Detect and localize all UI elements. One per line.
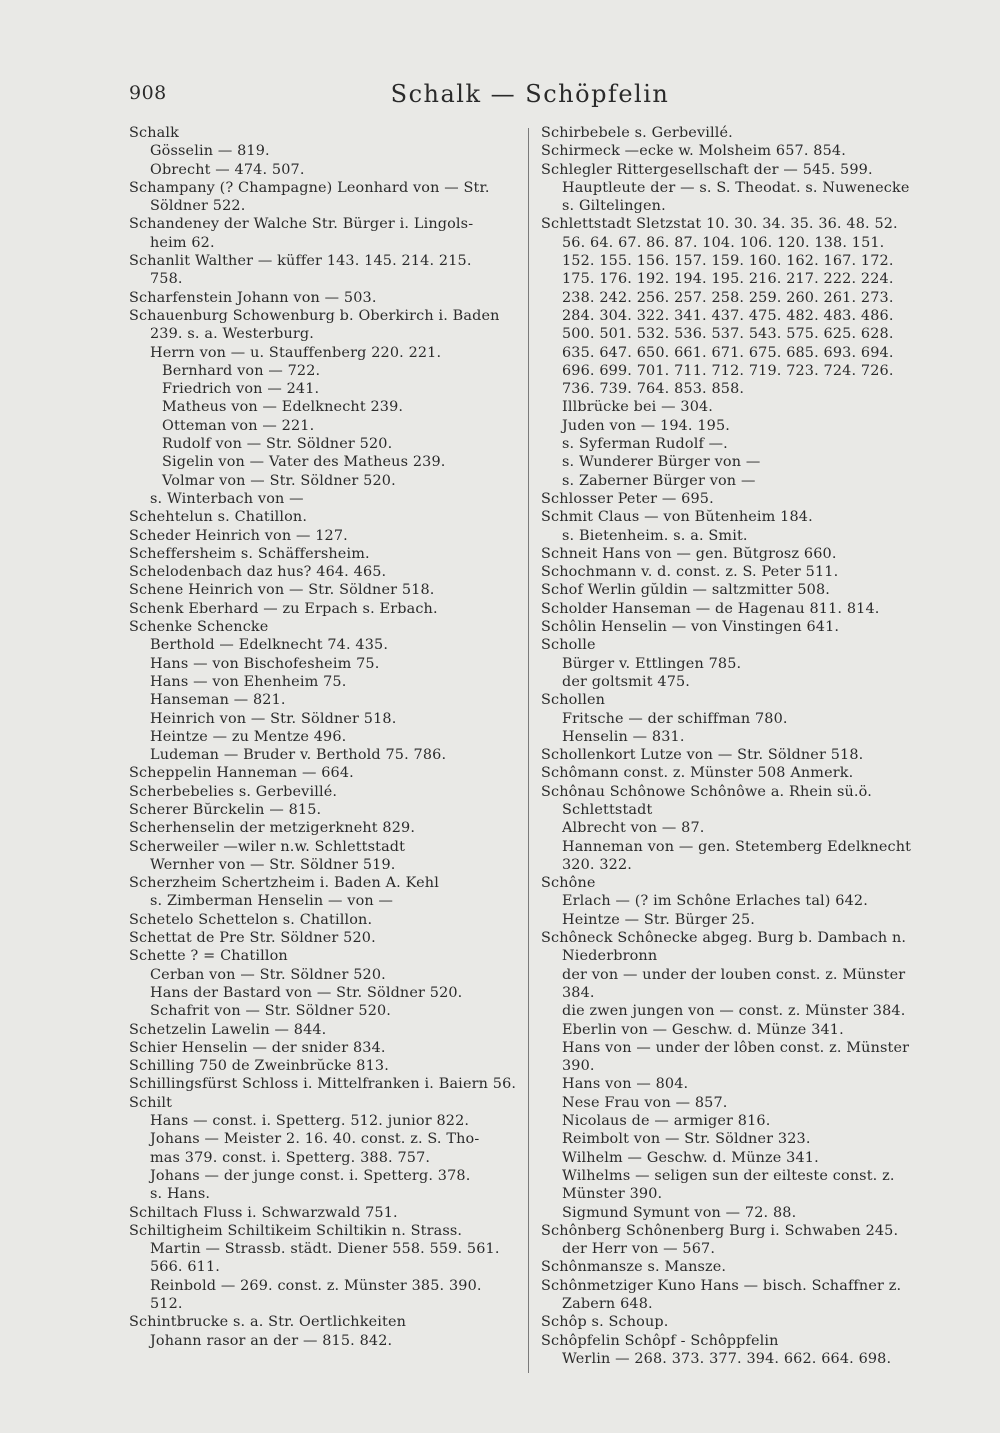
index-headword-line: Schômann const. z. Münster 508 Anmerk. xyxy=(541,765,854,782)
index-subentry-line: Berthold — Edelknecht 74. 435. xyxy=(150,637,389,654)
index-subentry-line: 175. 176. 192. 194. 195. 216. 217. 222. 224. xyxy=(562,271,894,288)
index-subentry-line: Johans — der junge const. i. Spetterg. 378. xyxy=(150,1167,471,1184)
index-subentry-line: 500. 501. 532. 536. 537. 543. 575. 625. 628. xyxy=(562,326,894,343)
index-headword-line: Schilt xyxy=(129,1094,173,1111)
index-subentry-line: 758. xyxy=(150,271,183,288)
index-headword-line: Scholle xyxy=(541,637,596,654)
index-subentry-line: Hauptleute der — s. S. Theodat. s. Nuwenecke xyxy=(562,179,910,196)
index-subentry-line: Schafrit von — Str. Söldner 520. xyxy=(150,1003,392,1020)
index-headword-line: Schanlit Walther — küffer 143. 145. 214. 215. xyxy=(129,253,472,270)
index-headword-line: Schônau Schônowe Schônôwe a. Rhein sü.ö. xyxy=(541,783,872,800)
index-headword-line: Schlegler Rittergesellschaft der — 545. 599. xyxy=(541,161,873,178)
index-subentry-line: s. Syferman Rudolf —. xyxy=(562,436,728,453)
index-subentry-line: Zabern 648. xyxy=(562,1296,653,1312)
index-headword-line: Schauenburg Schowenburg b. Oberkirch i. Baden xyxy=(129,307,500,324)
index-headword-line: Schenke Schencke xyxy=(129,619,269,636)
index-headword-line: Schampany (? Champagne) Leonhard von — Str. xyxy=(129,179,490,196)
index-headword-line: Schintbrucke s. a. Str. Oertlichkeiten xyxy=(129,1314,407,1331)
index-subentry-line: Hans von — under der lôben const. z. Münster xyxy=(562,1039,910,1056)
index-subentry-line: s. Bietenheim. s. a. Smit. xyxy=(562,527,748,544)
index-subentry-line: Hanseman — 821. xyxy=(150,692,286,709)
index-headword-line: Schneit Hans von — gen. Bŭtgrosz 660. xyxy=(541,545,837,562)
index-subentry-line: s. Hans. xyxy=(150,1186,211,1203)
index-subentry-line: Ludeman — Bruder v. Berthold 75. 786. xyxy=(150,747,447,764)
index-headword-line: Schirmeck —ecke w. Molsheim 657. 854. xyxy=(541,143,846,160)
index-headword-line: Schochmann v. d. const. z. S. Peter 511. xyxy=(541,564,839,581)
index-headword-line: Schlosser Peter — 695. xyxy=(541,490,714,507)
index-headword-line: Scherhenselin der metzigerkneht 829. xyxy=(129,820,416,837)
index-subentry-line: Friedrich von — 241. xyxy=(162,381,320,398)
index-headword-line: Schiltach Fluss i. Schwarzwald 751. xyxy=(129,1204,398,1221)
index-headword-line: Schôpfelin Schôpf - Schôppfelin xyxy=(541,1332,779,1349)
index-subentry-line: Illbrücke bei — 304. xyxy=(562,399,714,416)
index-subentry-line: Wernher von — Str. Söldner 519. xyxy=(150,856,396,873)
index-headword-line: Schônmetziger Kuno Hans — bisch. Schaffner z. xyxy=(541,1277,902,1294)
index-subentry-line: Obrecht — 474. 507. xyxy=(150,161,305,178)
index-headword-line: Schettat de Pre Str. Söldner 520. xyxy=(129,930,376,947)
index-subentry-line: Heintze — Str. Bürger 25. xyxy=(562,911,755,928)
index-headword-line: Scheppelin Hanneman — 664. xyxy=(129,765,354,782)
index-subentry-line: Volmar von — Str. Söldner 520. xyxy=(162,472,396,489)
index-subentry-line: heim 62. xyxy=(150,234,215,251)
index-subentry-line: s. Wunderer Bürger von — xyxy=(562,454,761,471)
index-column-left xyxy=(129,124,519,1393)
index-subentry-line: Söldner 522. xyxy=(150,198,246,215)
running-head: Schalk — Schöpfelin xyxy=(390,80,670,108)
index-subentry-line: Bürger v. Ettlingen 785. xyxy=(562,655,742,672)
index-subentry-line: Heinrich von — Str. Söldner 518. xyxy=(150,710,397,727)
index-subentry-line: die zwen jungen von — const. z. Münster 384. xyxy=(562,1003,906,1020)
index-headword-line: Schiltigheim Schiltikeim Schiltikin n. Strass. xyxy=(129,1222,463,1239)
index-subentry-line: Sigelin von — Vater des Matheus 239. xyxy=(162,454,446,471)
index-subentry-line: Niederbronn xyxy=(562,948,658,965)
index-headword-line: Schof Werlin gŭldin — saltzmitter 508. xyxy=(541,582,830,599)
index-subentry-line: Johans — Meister 2. 16. 40. const. z. S. Tho- xyxy=(150,1131,480,1148)
index-subentry-line: Herrn von — u. Stauffenberg 220. 221. xyxy=(150,344,442,361)
index-headword-line: Schmit Claus — von Bŭtenheim 184. xyxy=(541,509,813,526)
index-headword-line: Schirbebele s. Gerbevillé. xyxy=(541,125,733,141)
index-headword-line: Scharfenstein Johann von — 503. xyxy=(129,289,377,306)
index-subentry-line: Juden von — 194. 195. xyxy=(562,417,731,434)
index-headword-line: Scholder Hanseman — de Hagenau 811. 814. xyxy=(541,600,880,617)
index-subentry-line: Heintze — zu Mentze 496. xyxy=(150,728,347,745)
index-headword-line: Schier Henselin — der snider 834. xyxy=(129,1039,386,1056)
index-subentry-line: Reimbolt von — Str. Söldner 323. xyxy=(562,1131,811,1148)
column-rule xyxy=(528,128,529,1373)
index-headword-line: Schône xyxy=(541,875,596,892)
index-subentry-line: 152. 155. 156. 157. 159. 160. 162. 167. 172. xyxy=(562,253,894,270)
index-subentry-line: 566. 611. xyxy=(150,1259,221,1276)
index-subentry-line: Cerban von — Str. Söldner 520. xyxy=(150,966,386,983)
index-headword-line: Scherer Bŭrckelin — 815. xyxy=(129,801,322,818)
index-subentry-line: 635. 647. 650. 661. 671. 675. 685. 693. 694. xyxy=(562,344,894,361)
index-subentry-line: Sigmund Symunt von — 72. 88. xyxy=(562,1204,797,1221)
index-subentry-line: mas 379. const. i. Spetterg. 388. 757. xyxy=(150,1149,431,1166)
index-subentry-line: Hanneman von — gen. Stetemberg Edelknecht xyxy=(562,838,912,855)
index-subentry-line: Schlettstadt xyxy=(562,801,653,818)
index-subentry-line: Johann rasor an der — 815. 842. xyxy=(150,1332,393,1349)
index-subentry-line: der goltsmit 475. xyxy=(562,673,691,690)
index-headword-line: Scheder Heinrich von — 127. xyxy=(129,527,348,544)
index-subentry-line: 239. s. a. Westerburg. xyxy=(150,326,315,343)
index-subentry-line: 320. 322. xyxy=(562,856,633,873)
index-headword-line: Schenk Eberhard — zu Erpach s. Erbach. xyxy=(129,600,438,617)
index-subentry-line: Wilhelms — seligen sun der eilteste const. z. xyxy=(562,1167,895,1184)
index-subentry-line: Gösselin — 819. xyxy=(150,143,270,160)
index-headword-line: Schandeney der Walche Str. Bürger i. Lingols- xyxy=(129,216,474,233)
index-headword-line: Schillingsfürst Schloss i. Mittelfranken i. Baiern 56. xyxy=(129,1076,517,1093)
index-headword-line: Schette ? = Chatillon xyxy=(129,948,288,965)
index-subentry-line: 696. 699. 701. 711. 712. 719. 723. 724. 726. xyxy=(562,362,894,379)
index-headword-line: Schlettstadt Sletzstat 10. 30. 34. 35. 36. 48. 52. xyxy=(541,216,898,233)
index-headword-line: Schelodenbach daz hus? 464. 465. xyxy=(129,564,387,581)
index-headword-line: Schollen xyxy=(541,692,606,709)
index-headword-line: Schôlin Henselin — von Vinstingen 641. xyxy=(541,619,840,636)
index-subentry-line: Hans — const. i. Spetterg. 512. junior 822. xyxy=(150,1113,470,1130)
index-subentry-line: s. Winterbach von — xyxy=(150,490,304,507)
index-subentry-line: Werlin — 268. 373. 377. 394. 662. 664. 698. xyxy=(562,1350,892,1367)
index-headword-line: Schônmansze s. Mansze. xyxy=(541,1259,727,1276)
index-headword-line: Scherzheim Schertzheim i. Baden A. Kehl xyxy=(129,875,439,892)
index-subentry-line: der Herr von — 567. xyxy=(562,1241,716,1258)
index-subentry-line: Hans — von Ehenheim 75. xyxy=(150,673,347,690)
index-subentry-line: Hans von — 804. xyxy=(562,1076,689,1093)
index-subentry-line: Hans der Bastard von — Str. Söldner 520. xyxy=(150,984,463,1001)
index-subentry-line: 284. 304. 322. 341. 437. 475. 482. 483. 486. xyxy=(562,307,894,324)
index-headword-line: Schônberg Schônenberg Burg i. Schwaben 245. xyxy=(541,1222,899,1239)
index-subentry-line: Rudolf von — Str. Söldner 520. xyxy=(162,436,393,453)
index-subentry-line: Eberlin von — Geschw. d. Münze 341. xyxy=(562,1021,844,1038)
index-headword-line: Schôp s. Schoup. xyxy=(541,1314,669,1331)
index-subentry-line: der von — under der louben const. z. Münster xyxy=(562,966,906,983)
index-subentry-line: 56. 64. 67. 86. 87. 104. 106. 120. 138. 151. xyxy=(562,234,885,251)
index-subentry-line: Hans — von Bischofesheim 75. xyxy=(150,655,380,672)
index-subentry-line: Reinbold — 269. const. z. Münster 385. 390. xyxy=(150,1277,482,1294)
index-subentry-line: 512. xyxy=(150,1296,183,1312)
index-subentry-line: Wilhelm — Geschw. d. Münze 341. xyxy=(562,1149,819,1166)
index-headword-line: Scherweiler —wiler n.w. Schlettstadt xyxy=(129,838,406,855)
index-headword-line: Schetzelin Lawelin — 844. xyxy=(129,1021,327,1038)
index-subentry-line: Münster 390. xyxy=(562,1186,663,1203)
index-headword-line: Schollenkort Lutze von — Str. Söldner 518. xyxy=(541,747,864,764)
index-headword-line: Schehtelun s. Chatillon. xyxy=(129,509,308,526)
index-subentry-line: 390. xyxy=(562,1058,595,1075)
index-subentry-line: Martin — Strassb. städt. Diener 558. 559. 561. xyxy=(150,1241,500,1258)
index-headword-line: Schalk xyxy=(129,125,179,141)
index-subentry-line: Fritsche — der schiffman 780. xyxy=(562,710,788,727)
index-subentry-line: s. Zaberner Bürger von — xyxy=(562,472,756,489)
index-column-right xyxy=(541,124,936,1393)
index-headword-line: Scheffersheim s. Schäffersheim. xyxy=(129,545,370,562)
index-headword-line: Schene Heinrich von — Str. Söldner 518. xyxy=(129,582,435,599)
page-number: 908 xyxy=(129,82,167,104)
index-subentry-line: Matheus von — Edelknecht 239. xyxy=(162,399,404,416)
index-subentry-line: 736. 739. 764. 853. 858. xyxy=(562,381,745,398)
index-subentry-line: s. Zimberman Henselin — von — xyxy=(150,893,394,910)
index-subentry-line: Otteman von — 221. xyxy=(162,417,315,434)
index-subentry-line: 384. xyxy=(562,984,595,1001)
index-subentry-line: Bernhard von — 722. xyxy=(162,362,321,379)
index-subentry-line: Nicolaus de — armiger 816. xyxy=(562,1113,771,1130)
index-subentry-line: Nese Frau von — 857. xyxy=(562,1094,728,1111)
index-subentry-line: s. Giltelingen. xyxy=(562,198,666,215)
index-headword-line: Scherbebelies s. Gerbevillé. xyxy=(129,783,338,800)
index-subentry-line: Erlach — (? im Schône Erlaches tal) 642. xyxy=(562,893,868,910)
index-subentry-line: Albrecht von — 87. xyxy=(562,820,705,837)
index-headword-line: Schilling 750 de Zweinbrŭcke 813. xyxy=(129,1058,389,1075)
index-subentry-line: 238. 242. 256. 257. 258. 259. 260. 261. 273. xyxy=(562,289,894,306)
index-headword-line: Schôneck Schônecke abgeg. Burg b. Dambach n. xyxy=(541,930,907,947)
index-headword-line: Schetelo Schettelon s. Chatillon. xyxy=(129,911,373,928)
index-subentry-line: Henselin — 831. xyxy=(562,728,685,745)
